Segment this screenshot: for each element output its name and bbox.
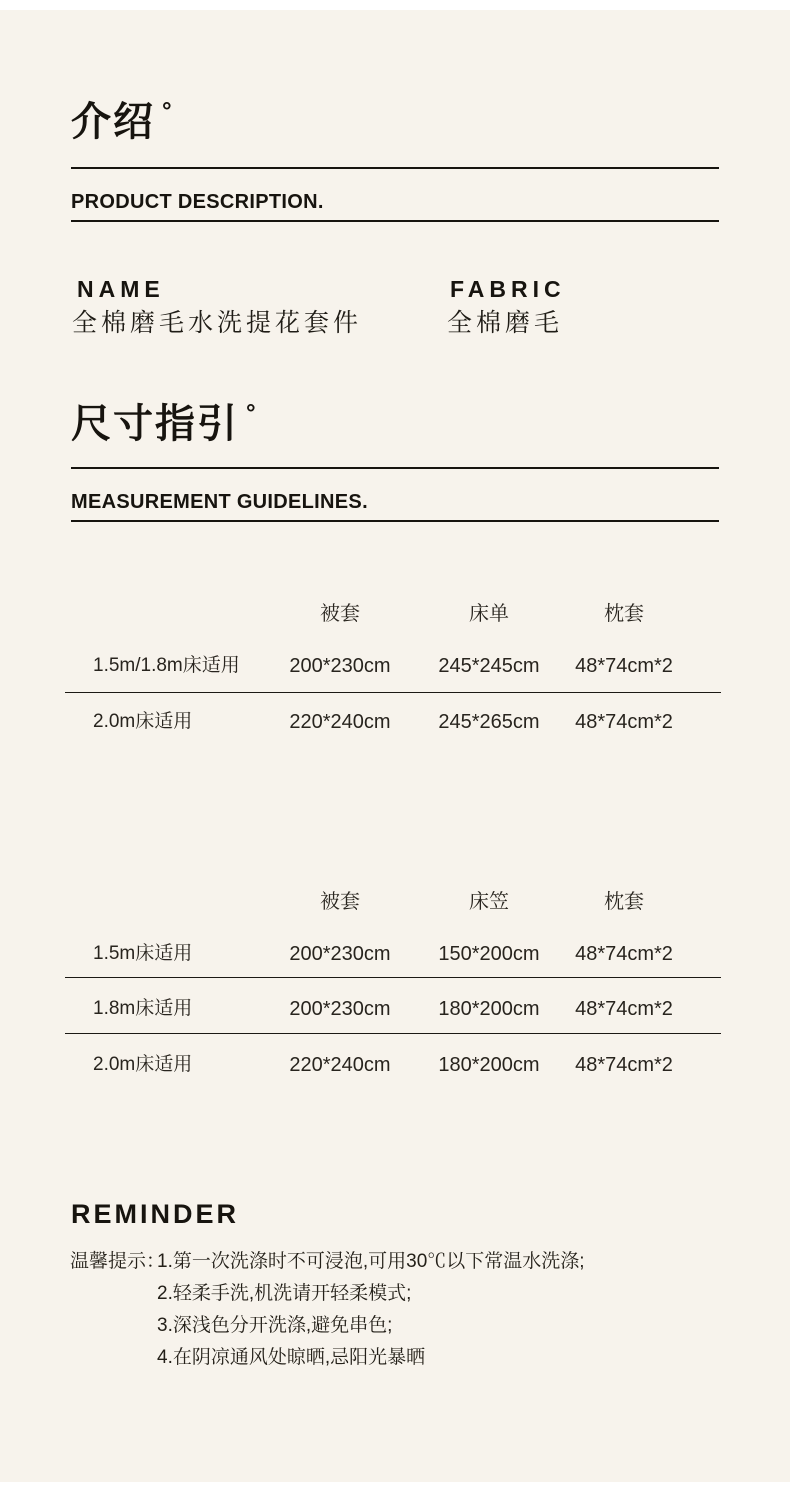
row-label: 1.5m床适用 [93, 943, 193, 964]
table-row [62, 993, 722, 1025]
name-value: 全棉磨毛水洗提花套件 [72, 309, 363, 337]
cell-duvet: 220*240cm [289, 1054, 391, 1076]
size-table2-header-row [62, 886, 722, 918]
cell-duvet: 200*230cm [289, 655, 391, 677]
cell-fitted: 150*200cm [438, 943, 540, 965]
cell-pillow: 48*74cm*2 [575, 1054, 673, 1076]
intro-title-text: 介绍 [71, 100, 155, 144]
divider-line [71, 467, 719, 469]
size-table1-header-row [62, 598, 722, 630]
reminder-item: 4.在阴凉通风处晾晒,忌阳光暴晒 [157, 1347, 426, 1368]
divider-line [71, 220, 719, 222]
cell-duvet: 200*230cm [289, 943, 391, 965]
cell-duvet: 220*240cm [289, 711, 391, 733]
cell-sheet: 245*265cm [438, 711, 540, 733]
cell-duvet: 200*230cm [289, 998, 391, 1020]
degree-mark: ° [246, 400, 256, 427]
cell-pillow: 48*74cm*2 [575, 998, 673, 1020]
size-guide-subtitle-en: MEASUREMENT GUIDELINES. [71, 491, 368, 513]
divider-line [71, 520, 719, 522]
degree-mark: ° [162, 98, 172, 125]
cell-pillow: 48*74cm*2 [575, 943, 673, 965]
table-header-pillowcase: 枕套 [604, 603, 644, 625]
name-label: NAME [77, 276, 165, 302]
reminder-item: 3.深浅色分开洗涤,避免串色; [157, 1315, 393, 1336]
cell-fitted: 180*200cm [438, 998, 540, 1020]
cell-pillow: 48*74cm*2 [575, 655, 673, 677]
reminder-list [157, 1246, 585, 1374]
table-divider [65, 692, 721, 693]
cell-pillow: 48*74cm*2 [575, 711, 673, 733]
divider-line [71, 167, 719, 169]
intro-section-title [71, 96, 172, 154]
row-label: 2.0m床适用 [93, 1054, 193, 1075]
row-label: 1.5m/1.8m床适用 [93, 655, 240, 676]
reminder-item: 1.第一次洗涤时不可浸泡,可用30℃以下常温水洗涤; [157, 1251, 585, 1272]
fabric-label: FABRIC [450, 276, 566, 302]
reminder-label: 温馨提示： [70, 1251, 166, 1272]
size-guide-title-text: 尺寸指引 [71, 402, 239, 446]
intro-subtitle-en: PRODUCT DESCRIPTION. [71, 191, 324, 213]
table-header-duvet-cover: 被套 [320, 603, 360, 625]
table-divider [65, 1033, 721, 1034]
reminder-title: REMINDER [71, 1199, 240, 1229]
table-row [62, 1049, 722, 1081]
table-row [62, 938, 722, 970]
size-guide-section-title [71, 398, 256, 456]
row-label: 1.8m床适用 [93, 998, 193, 1019]
table-header-pillowcase: 枕套 [604, 891, 644, 913]
table-header-flat-sheet: 床单 [469, 603, 509, 625]
table-header-duvet-cover: 被套 [320, 891, 360, 913]
table-header-fitted-sheet: 床笠 [469, 891, 509, 913]
table-row [62, 706, 722, 738]
cell-sheet: 245*245cm [438, 655, 540, 677]
row-label: 2.0m床适用 [93, 711, 193, 732]
table-row [62, 650, 722, 682]
table-divider [65, 977, 721, 978]
cell-fitted: 180*200cm [438, 1054, 540, 1076]
fabric-value: 全棉磨毛 [447, 309, 564, 337]
reminder-item: 2.轻柔手洗,机洗请开轻柔模式; [157, 1283, 412, 1304]
